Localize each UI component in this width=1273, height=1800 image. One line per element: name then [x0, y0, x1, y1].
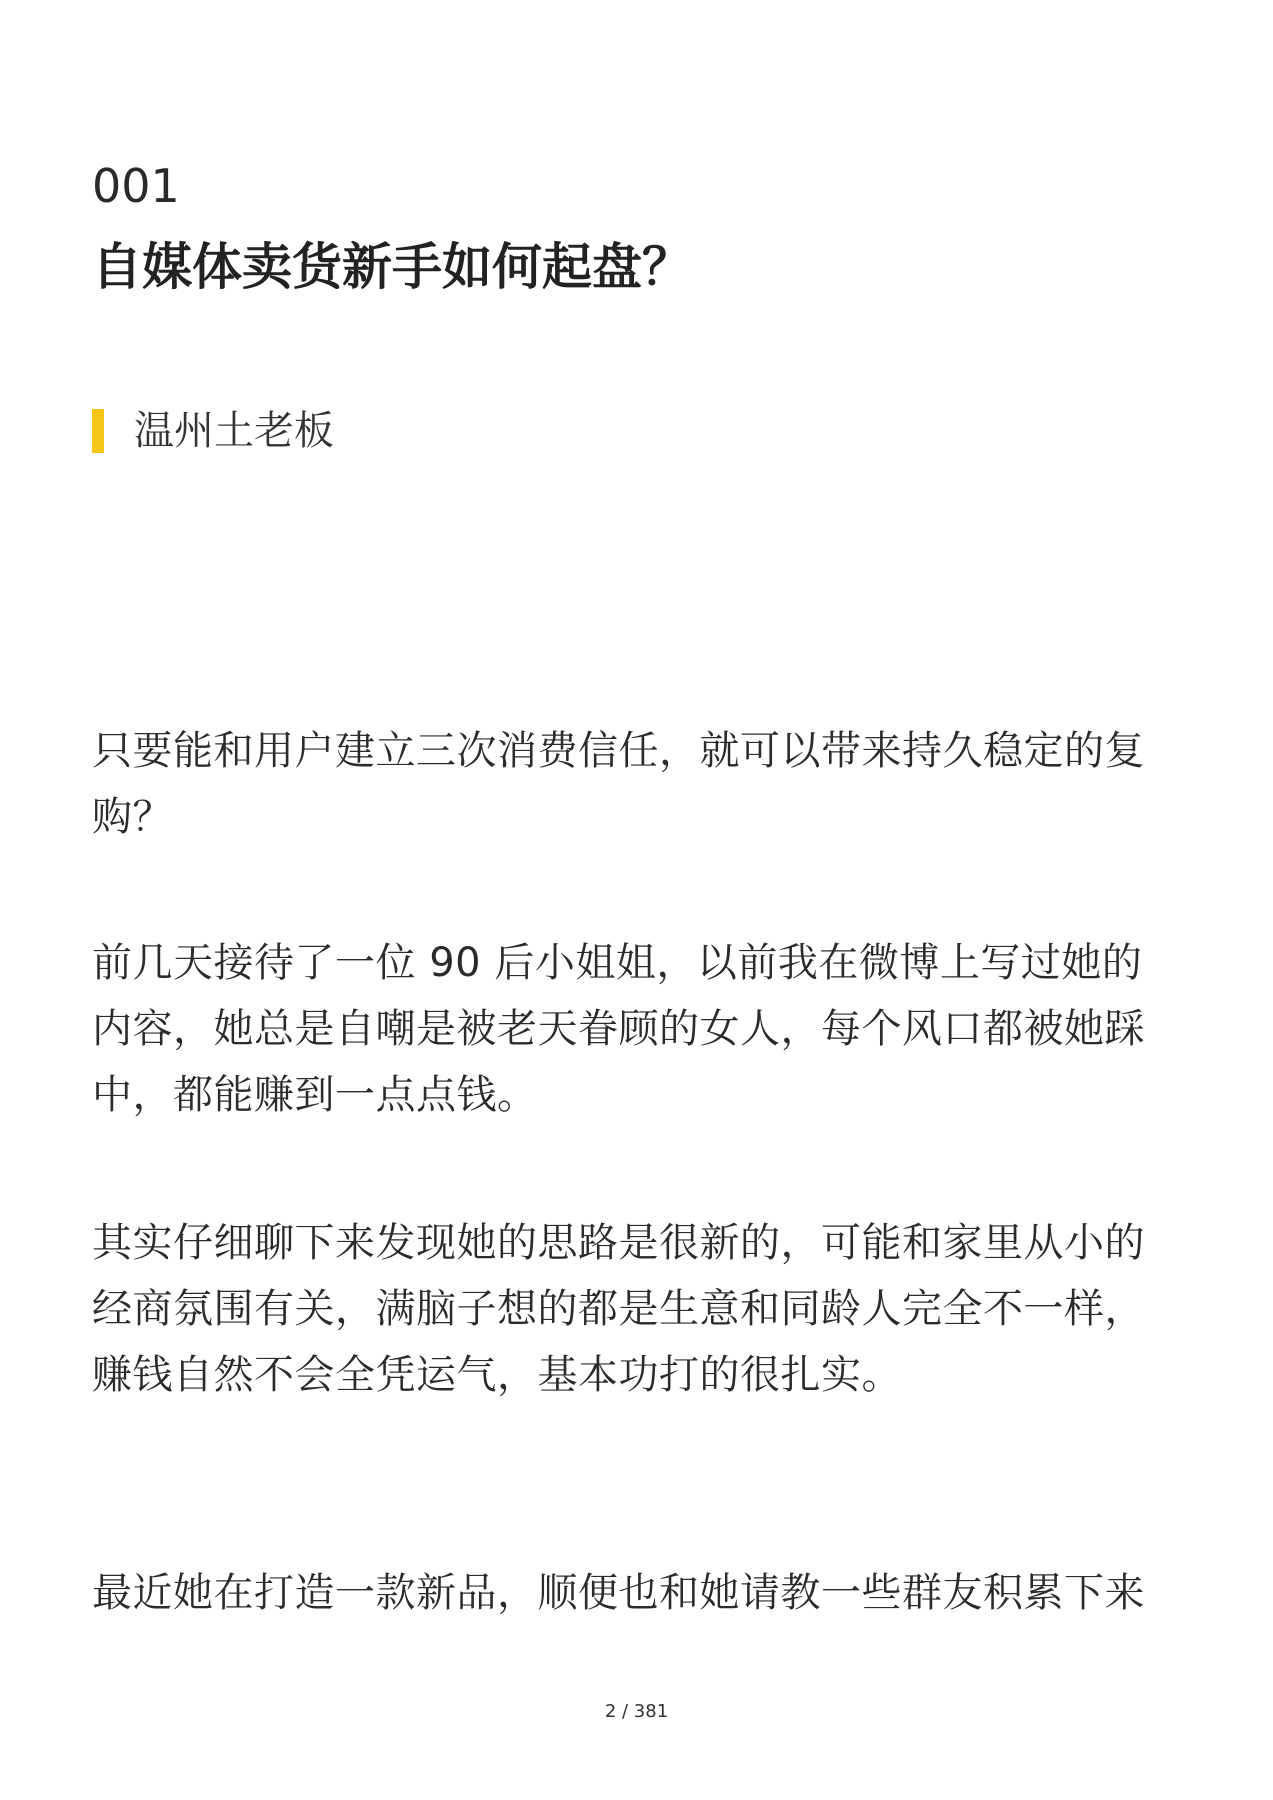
article-number: 001: [92, 159, 180, 213]
paragraph-line: 前几天接待了一位 90 后小姐姐，以前我在微博上写过她的: [92, 940, 1143, 986]
page-indicator: 2 / 381: [604, 1701, 669, 1722]
paragraph-line: 只要能和用户建立三次消费信任，就可以带来持久稳定的复: [92, 728, 1145, 774]
paragraph-line: 购？: [92, 794, 173, 840]
paragraph-line: 赚钱自然不会全凭运气，基本功打的很扎实。: [92, 1352, 902, 1398]
author-line: [92, 406, 334, 456]
paragraph-2: [92, 930, 1192, 1128]
paragraph-3: [92, 1210, 1192, 1408]
article-title: 自媒体卖货新手如何起盘？: [92, 238, 692, 296]
paragraph-1: [92, 718, 1192, 850]
accent-bar: [92, 409, 104, 453]
paragraph-line: 其实仔细聊下来发现她的思路是很新的，可能和家里从小的: [92, 1220, 1145, 1266]
paragraph-line: 经商氛围有关，满脑子想的都是生意和同龄人完全不一样，: [92, 1286, 1145, 1332]
paragraph-4: [92, 1560, 1192, 1626]
author-name: 温州土老板: [134, 408, 334, 454]
paragraph-line: 中，都能赚到一点点钱。: [92, 1072, 538, 1118]
paragraph-line: 最近她在打造一款新品，顺便也和她请教一些群友积累下来: [92, 1570, 1145, 1616]
paragraph-line: 内容，她总是自嘲是被老天眷顾的女人，每个风口都被她踩: [92, 1006, 1145, 1052]
